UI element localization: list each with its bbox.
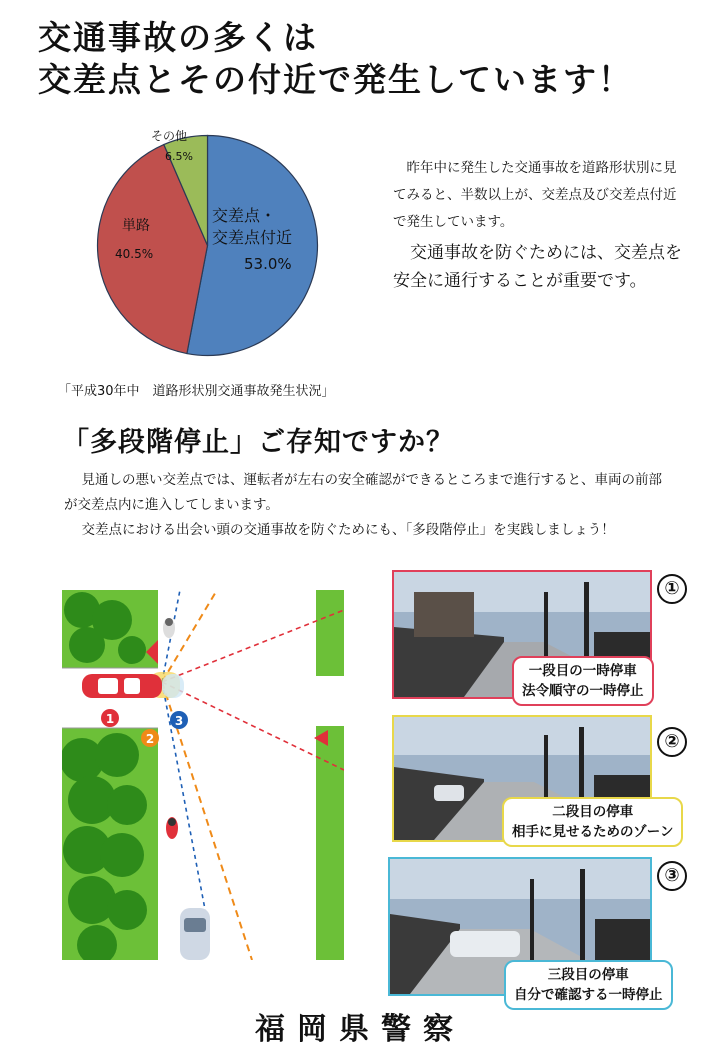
section-heading: 「多段階停止」ご存知ですか？: [62, 427, 454, 458]
step-callout-2: [502, 797, 683, 847]
section-paragraph: [64, 468, 668, 543]
footer-org-name: 福岡県警察: [255, 1012, 465, 1047]
slice-value-intersection: 53.0%: [244, 255, 292, 273]
summary-paragraph-2: 交通事故を防ぐためには、交差点を安全に通行することが重要です。: [393, 243, 682, 291]
motorcycle-bottom: [166, 817, 178, 839]
motorcycle-top: [163, 618, 175, 638]
page-title-line2: 交差点とその付近で発生しています！: [38, 60, 633, 99]
step-1-line1: 一段目の一時停車: [528, 663, 637, 679]
intersection-diagram: [62, 590, 344, 960]
step-3-line1: 三段目の停車: [547, 967, 629, 983]
marker-1: 1: [105, 712, 115, 726]
car-top-view: [82, 672, 184, 698]
step-number-1: ①: [657, 574, 687, 604]
page-title-line1: 交通事故の多くは: [38, 18, 318, 57]
step-callout-3: [504, 960, 673, 1010]
slice-label-intersection-2: 交差点付近: [212, 228, 293, 247]
step-1-line2: 法令順守の一時停止: [522, 683, 644, 699]
slice-label-single-road: 単路: [122, 218, 150, 234]
step-number-2: ②: [657, 727, 687, 757]
marker-3: 3: [174, 714, 184, 728]
marker-2: 2: [145, 732, 155, 746]
slice-value-other: 6.5%: [165, 150, 193, 163]
step-callout-1: [512, 656, 654, 706]
slice-label-intersection-1: 交差点・: [212, 206, 277, 225]
car-bottom: [180, 908, 210, 960]
summary-paragraph-1: 昨年中に発生した交通事故を道路形状別に見てみると、半数以上が、交差点及び交差点付近で発生しています。: [393, 160, 677, 230]
section-paragraph-1: 見通しの悪い交差点では、運転者が左右の安全確認ができるところまで進行すると、車両の前部が交差点内に進入してしまいます。: [64, 472, 663, 513]
summary-text: [393, 155, 683, 295]
step-3-line2: 自分で確認する一時停止: [514, 987, 663, 1003]
step-2-line2: 相手に見せるためのゾーン: [512, 824, 674, 840]
chart-caption: 「平成30年中 道路形状別交通事故発生状況」: [58, 384, 335, 399]
step-number-3: ③: [657, 861, 687, 891]
section-paragraph-2: 交差点における出会い頭の交通事故を防ぐためにも、「多段階停止」を実践しましょう！: [81, 522, 615, 538]
slice-value-single-road: 40.5%: [115, 247, 154, 261]
pie-chart: [95, 129, 320, 358]
step-2-line1: 二段目の停車: [552, 804, 634, 820]
slice-label-other: その他: [151, 129, 188, 143]
